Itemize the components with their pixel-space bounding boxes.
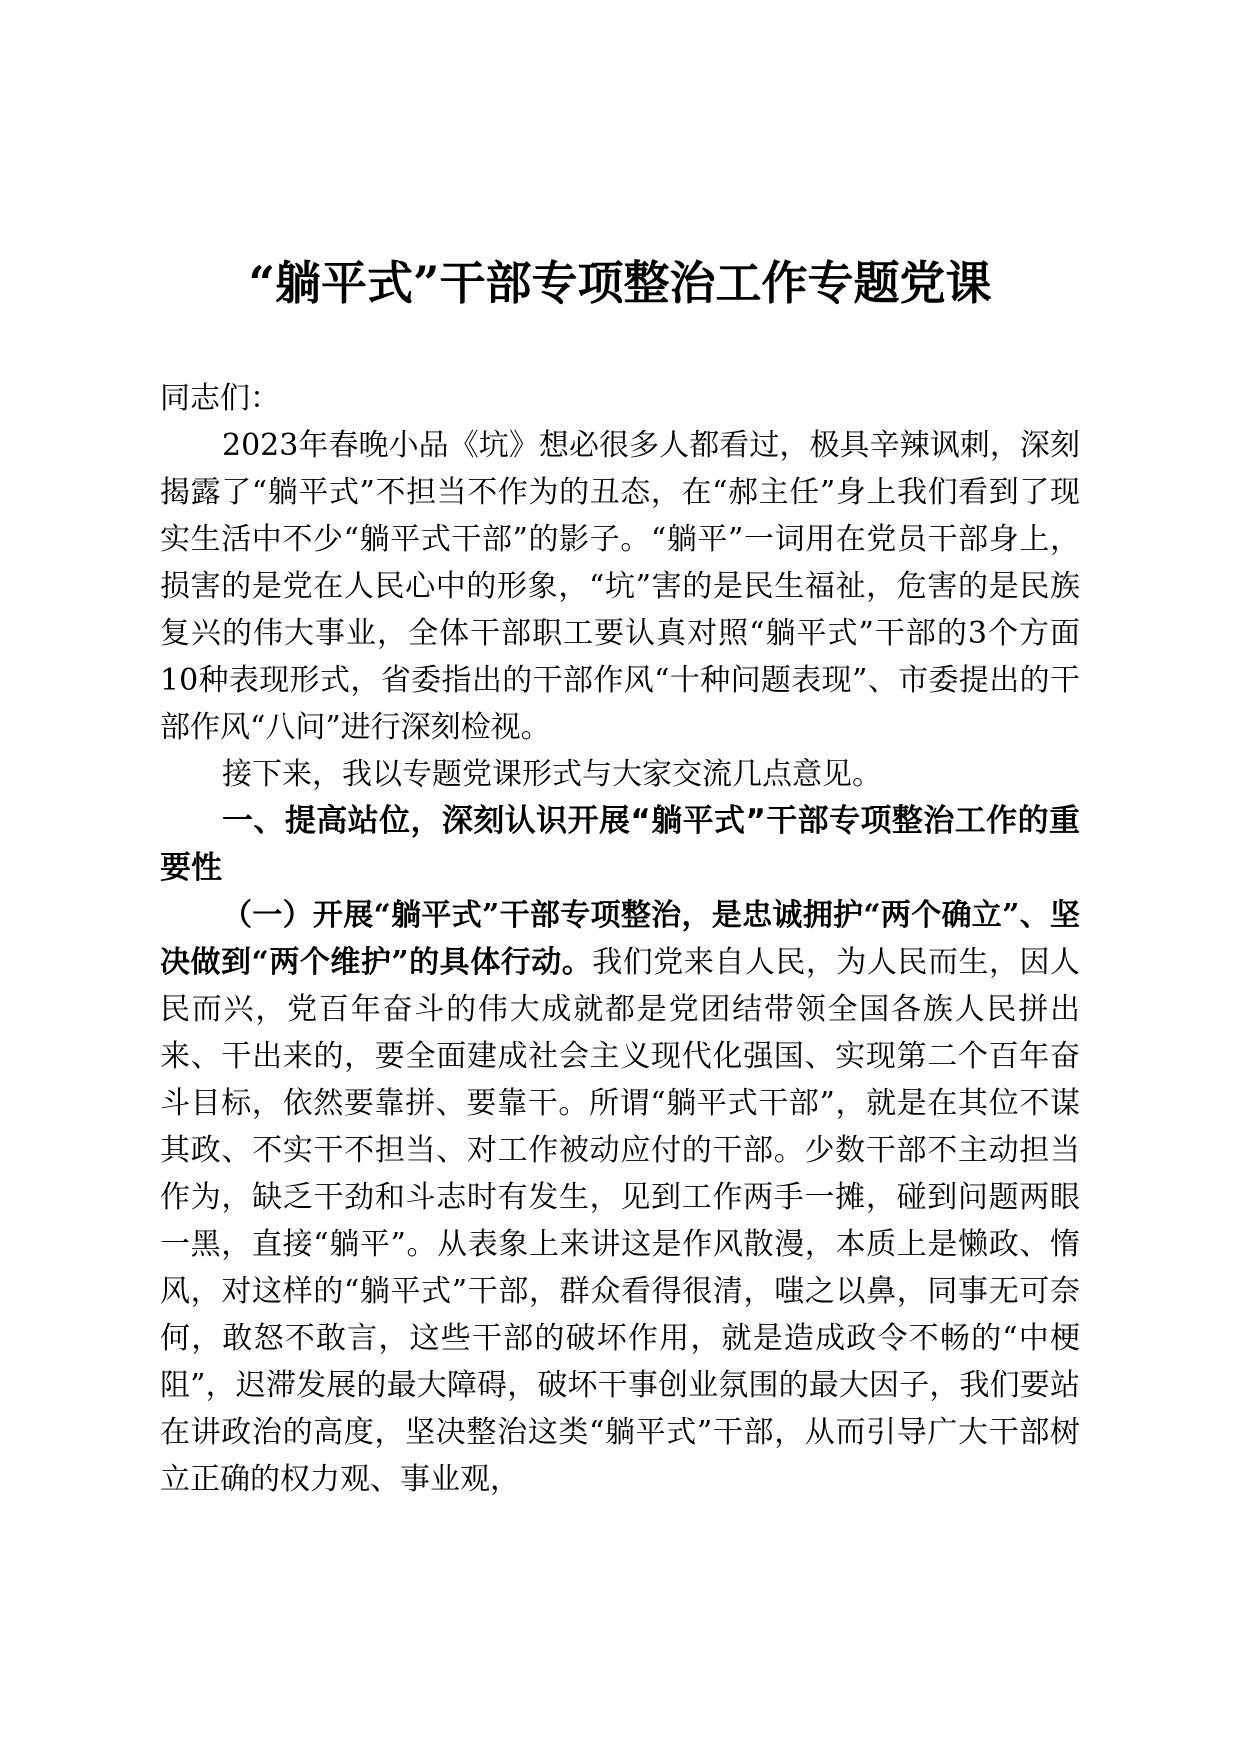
- page-title: “躺平式”干部专项整治工作专题党课: [248, 256, 992, 310]
- paragraph-intro: 2023年春晚小品《坑》想必很多人都看过，极具辛辣讽刺，深刻揭露了“躺平式”不担当不作为的丑态，在“郝主任”身上我们看到了现实生活中不少“躺平式干部”的影子。“躺平”一词用在党员干部身上，损害的是党在人民心中的形象，“坑”害的是民生福祉，危害的是民族复兴的伟大事业，全体干部职工要认真对照“躺平式”干部的3个方面10种表现形式，省委指出的干部作风“十种问题表现”、市委提出的干部作风“八问”进行深刻检视。: [160, 428, 1080, 745]
- paragraph-transition: 接下来，我以专题党课形式与大家交流几点意见。: [222, 757, 882, 792]
- subsection-1-paragraph: [160, 892, 1080, 1503]
- salutation: 同志们：: [160, 381, 280, 416]
- subsection-1-body: 我们党来自人民，为人民而生，因人民而兴，党百年奋斗的伟大成就都是党团结带领全国各族人民拼出来、干出来的，要全面建成社会主义现代化强国、实现第二个百年奋斗目标，依然要靠拼、要靠干。所谓“躺平式干部”，就是在其位不谋其政、不实干不担当、对工作被动应付的干部。少数干部不主动担当作为，缺乏干劲和斗志时有发生，见到工作两手一摊，碰到问题两眼一黑，直接“躺平”。从表象上来讲这是作风散漫，本质上是懒政、惰风，对这样的“躺平式”干部，群众看得很清，嗤之以鼻，同事无可奈何，敢怒不敢言，这些干部的破坏作用，就是造成政令不畅的“中梗阻”，迟滞发展的最大障碍，破坏干事创业氛围的最大因子，我们要站在讲政治的高度，坚决整治这类“躺平式”干部，从而引导广大干部树立正确的权力观、事业观，: [160, 945, 1081, 1497]
- subsection-1-lead: （一）开展“躺平式”干部专项整治，是忠诚拥护“两个确立”、坚决做到“两个维护”的具体行动。: [160, 898, 1080, 980]
- section-heading-1: 一、提高站位，深刻认识开展“躺平式”干部专项整治工作的重要性: [160, 803, 1080, 886]
- document-body: [160, 375, 1080, 1503]
